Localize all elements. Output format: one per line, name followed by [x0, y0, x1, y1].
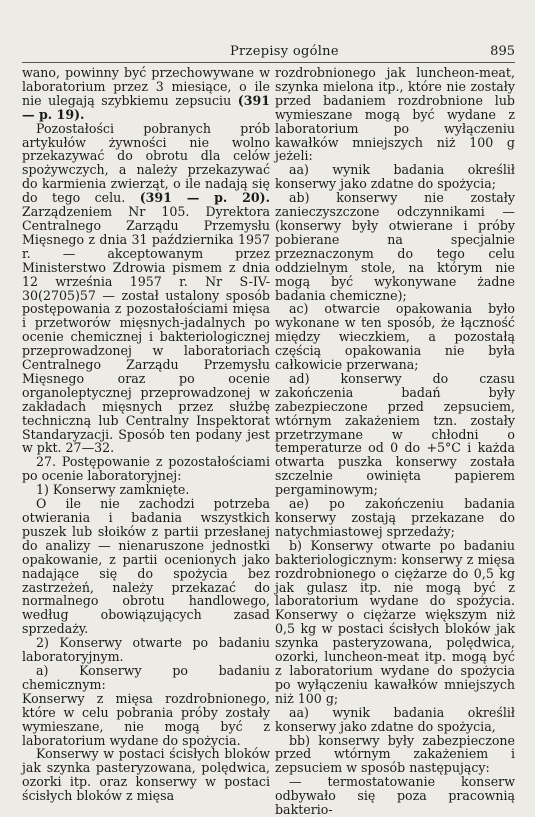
paragraph: 1) Konserwy zamknięte.: [36, 482, 190, 498]
running-title: Przepisy ogólne: [230, 44, 339, 59]
left-column: [22, 66, 270, 803]
paragraph: rozdrobnionego jak luncheon-meat, szynka mielona itp., które nie zostały przed badaniem rozdrobnione lub wymieszane mogą być wydane z laboratorium po wyłączeniu kawałków mniejszych niż 100 g jeżeli:: [275, 65, 515, 164]
paragraph: Pozostałości pobranych prób artykułów żywności nie wolno przekazywać do obrotu dla celów spożywczych, a należy przekazywać do karmienia zwierząt, o ile nadają się do tego celu. (391 — p. 20). Zarządzeniem Nr 105. Dyrektora Centralnego Zarządu Przemysłu Mięsnego z dnia 31 października 1957 r. — akceptowanym przez Ministerstwo Zdrowia pismem z dnia 12 września 1957 r. Nr S-IV-30(2705)57 — został ustalony sposób postępowania z pozostałościami mięsa i przetworów mięsnych-jadalnych po ocenie chemicznej i bakteriologicznej przeprowadzonej w laboratoriach Centralnego Zarządu Przemysłu Mięsnego oraz po ocenie organoleptycznej przeprowadzonej w zakładach mięsnych przez służbę techniczną lub Centralny Inspektorat Standaryzacji. Sposób ten podany jest w pkt. 27—32.: [22, 120, 270, 456]
paragraph: — termostatowanie konserw odbywało się poza pracownią bakterio-: [275, 774, 515, 817]
page-header: [22, 36, 515, 63]
paragraph: bb) konserwy były zabezpieczone przed wtórnym zakażeniem i zepsuciem w sposób następujący:: [275, 732, 515, 776]
paragraph: b) Konserwy otwarte po badaniu bakteriologicznym: konserwy z mięsa rozdrobnionego o ciężarze do 0,5 kg jak gulasz itp. nie mogą być z laboratorium wydane do spożycia. Konserwy o ciężarze większym niż 0,5 kg w postaci ścisłych bloków jak szynka pasteryzowana, polędwica, ozorki, luncheon-meat itp. mogą być z laboratorium wydane do spożycia po wyłączeniu kawałków mniejszych niż 100 g;: [275, 537, 515, 706]
paragraph: 2) Konserwy otwarte po badaniu laboratoryjnym.: [22, 635, 270, 665]
paragraph: Konserwy w postaci ścisłych bloków jak szynka pasteryzowana, polędwica, ozorki itp. oraz konserwy w postaci ścisłych bloków z mięsa: [22, 746, 270, 804]
paragraph: wano, powinny być przechowywane w laboratorium przez 3 miesiące, o ile nie ulegają szybkiemu zepsuciu (391 — p. 19).: [22, 65, 270, 122]
paragraph: Konserwy z mięsa rozdrobnionego, które w celu pobrania próby zostały wymieszane, nie mogą być z laboratorium wydane do spożycia.: [22, 690, 270, 748]
paragraph: 27. Postępowanie z pozostałościami po ocenie laboratoryjnej:: [22, 454, 270, 484]
paragraph: ab) konserwy nie zostały zanieczyszczone odczynnikami — (konserwy były otwierane i próby pobierane na specjalnie przeznaczonym do tego celu oddzielnym stole, na którym nie mogą być wykonywane żadne badania chemiczne);: [275, 190, 515, 303]
right-column: [275, 66, 515, 817]
page-number: 895: [490, 44, 515, 59]
paragraph: ae) po zakończeniu badania konserwy zostają przekazane do natychmiastowej sprzedaży;: [275, 496, 515, 539]
paragraph: ad) konserwy do czasu zakończenia badań były zabezpieczone przed zepsuciem, wtórnym zakażeniem tzn. zostały przetrzymane w chłodni o temperaturze od 0 do +5°C i każda otwarta puszka konserwy została szczelnie owinięta papierem pergaminowym;: [275, 370, 515, 498]
paragraph: O ile nie zachodzi potrzeba otwierania i badania wszystkich puszek lub słoików z partii przesłanej do analizy — nienaruszone jednostki opakowanie, z partii ocenionych jako nadające się do spożycia bez zastrzeżeń, należy przekazać do normalnego obrotu handlowego, według obowiązujących zasad sprzedaży.: [22, 496, 270, 637]
paragraph: aa) wynik badania określił konserwy jako zdatne do spożycia;: [275, 162, 515, 192]
paragraph: aa) wynik badania określił konserwy jako zdatne do spożycia,: [275, 704, 515, 734]
paragraph: a) Konserwy po badaniu chemicznym:: [22, 662, 270, 692]
paragraph: ac) otwarcie opakowania było wykonane w ten sposób, że łączność między wieczkiem, a pozostałą częścią opakowania nie była całkowicie przerwana;: [275, 301, 515, 373]
